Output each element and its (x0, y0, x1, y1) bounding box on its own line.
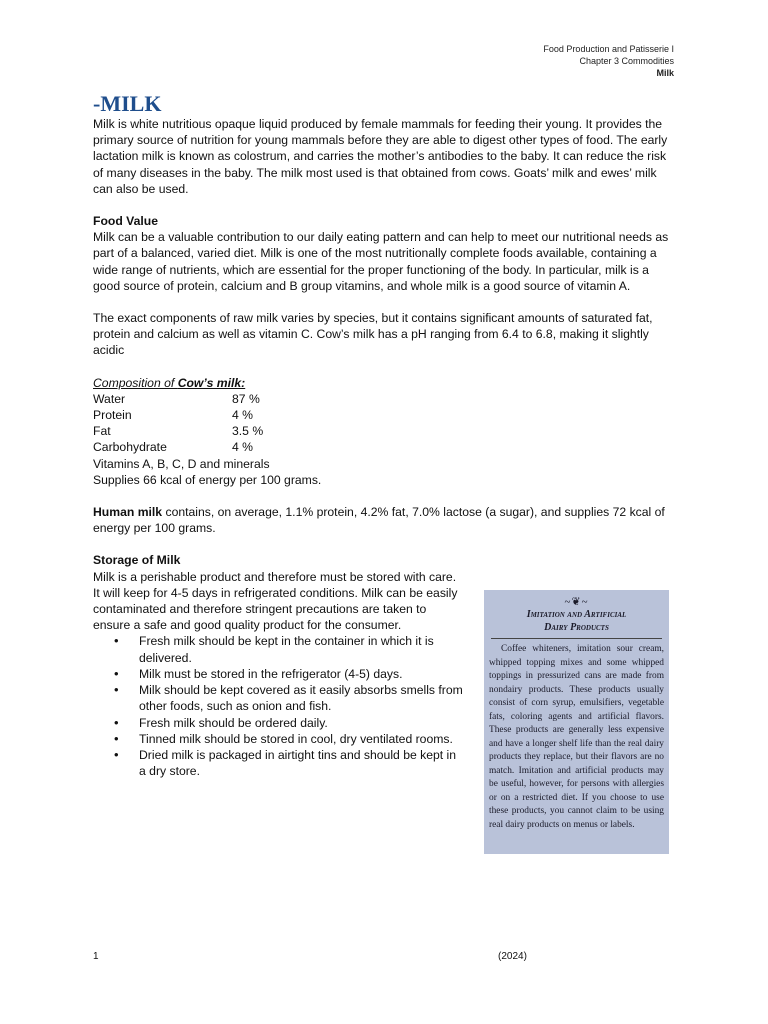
storage-intro: Milk is a perishable product and therefore must be stored with care. It will keep for 4-5 days in refrigerated conditions. Milk can be easily contaminated and therefore stringent precautions are taken to ensure a safe and good quality product for the consumer. (93, 569, 458, 633)
infobox-body: Coffee whiteners, imitation sour cream, whipped topping mixes and some whipped toppings in pressurized cans are made from nondairy products. These products usually consist of corn syrup, emulsifiers, vegetable fats, coloring agents and artificial flavors. These products are generally less expensive and have a longer shelf life than the real dairy products they replace, but their flavors are no match. Imitation and artificial products may be useful, however, for persons with allergies or on a restricted diet. If you choose to use these products, you cannot claim to be using real dairy products on menus or labels. (489, 644, 664, 830)
list-item: • Milk should be kept covered as it easily absorbs smells from other foods, such as onion and fish. (93, 682, 463, 714)
human-milk-paragraph (93, 504, 673, 536)
storage-list (93, 633, 463, 779)
footer-year: (2024) (498, 951, 527, 962)
composition-value: 4 % (232, 408, 254, 423)
composition-name: Water (93, 391, 126, 406)
composition-title (93, 375, 673, 391)
composition-value: 4 % (232, 440, 254, 455)
list-item: • Milk must be stored in the refrigerator (4-5) days. (93, 666, 463, 682)
ornament-icon: ~❦~ (564, 596, 589, 608)
composition-vitamins: Vitamins A, B, C, D and minerals (93, 456, 270, 471)
food-value-paragraph-2: The exact components of raw milk varies by species, but it contains significant amounts of saturated fat, protein and calcium as well as vitamin C. Cow’s milk has a pH ranging from 6.4 to 6.8, making it slightly acidic (93, 311, 653, 358)
human-milk-text: contains, on average, 1.1% protein, 4.2% fat, 7.0% lactose (a sugar), and supplies 72 kcal of energy per 100 grams. (93, 505, 665, 536)
composition-name: Fat (93, 424, 111, 439)
composition-name: Protein (93, 408, 132, 423)
header-course: Food Production and Patisserie I (543, 44, 674, 54)
food-value-heading: Food Value (93, 214, 159, 229)
storage-section (93, 552, 463, 779)
list-item: • Dried milk is packaged in airtight tins and should be kept in a dry store. (93, 747, 463, 779)
composition-value: 3.5 % (232, 424, 264, 439)
page-title: -MILK (93, 91, 162, 116)
food-value-paragraph-1: Milk can be a valuable contribution to our daily eating pattern and can help to meet our nutritional needs as part of a balanced, varied diet. Milk is one of the most nutritionally complete foods available, containing a wide range of nutrients, which are essential for the proper functioning of the body. In particular, milk is a good source of protein, calcium and B group vitamins, and whole milk is a good source of vitamin A. (93, 230, 669, 293)
infobox-title-line1: Imitation and Artificial (526, 609, 627, 620)
composition-value: 87 % (232, 391, 260, 406)
composition-row (93, 439, 673, 455)
composition-title-prefix: Composition of (93, 375, 178, 390)
composition-row (93, 407, 673, 423)
page-number: 1 (93, 951, 99, 962)
list-item: • Tinned milk should be stored in cool, dry ventilated rooms. (93, 731, 463, 747)
imitation-dairy-infobox (484, 590, 669, 854)
storage-heading: Storage of Milk (93, 553, 181, 568)
intro-paragraph: Milk is white nutritious opaque liquid produced by female mammals for feeding their young. It provides the primary source of nutrition for young mammals before they are able to digest other types of food. The early lactation milk is known as colostrum, and carries the mother’s antibodies to the baby. It can reduce the risk of many diseases in the baby. The milk most used is that obtained from cows. Goats’ milk and ewes’ milk can also be used. (93, 117, 668, 196)
page-header (543, 43, 674, 79)
header-topic: Milk (656, 68, 674, 78)
composition-title-bold: Cow’s milk: (177, 375, 246, 390)
list-item: • Fresh milk should be kept in the container in which it is delivered. (93, 633, 463, 665)
composition-row (93, 423, 673, 439)
infobox-title-line2: Dairy Products (544, 622, 609, 633)
composition-name: Carbohydrate (93, 440, 167, 455)
composition-table (93, 391, 673, 456)
header-chapter: Chapter 3 Commodities (579, 56, 674, 66)
composition-energy: Supplies 66 kcal of energy per 100 grams. (93, 472, 322, 487)
human-milk-label: Human milk (93, 505, 163, 520)
infobox-divider (491, 638, 662, 639)
list-item: • Fresh milk should be ordered daily. (93, 715, 463, 731)
composition-row (93, 391, 673, 407)
